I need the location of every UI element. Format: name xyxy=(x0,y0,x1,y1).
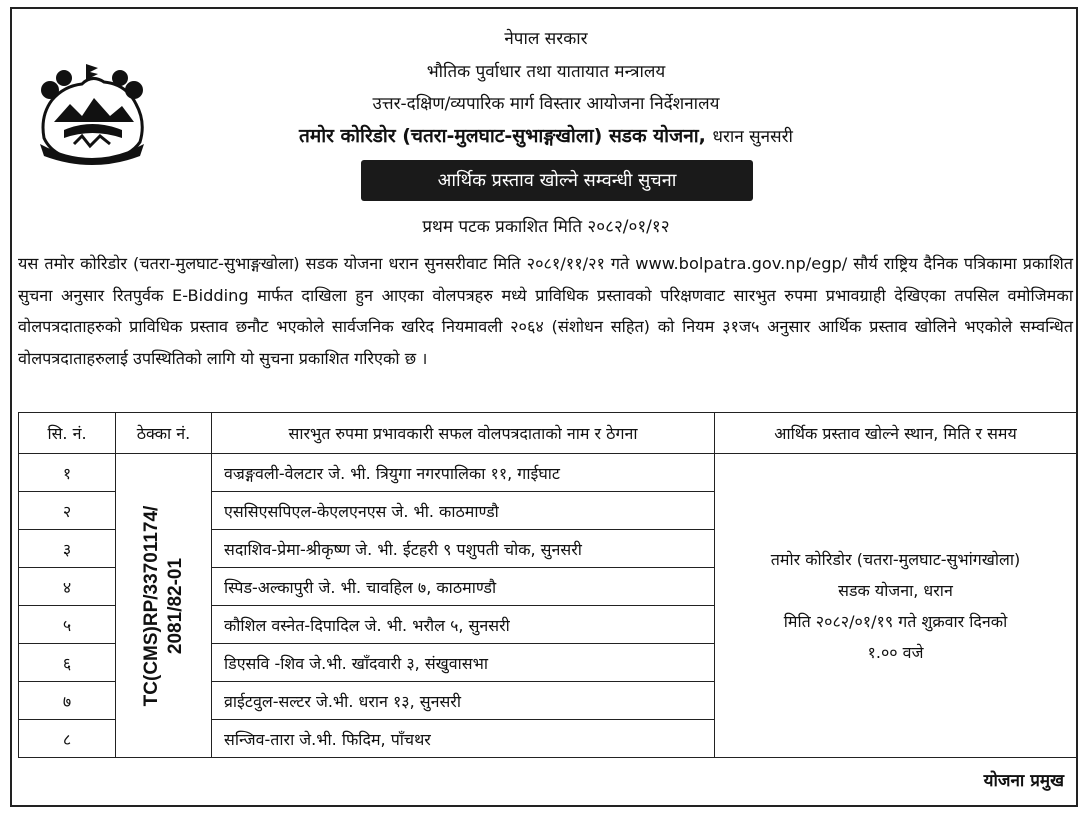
contract-number xyxy=(140,505,188,706)
row-sn: २ xyxy=(19,492,116,530)
publication-date: प्रथम पटक प्रकाशित मिति २०८२/०१/१२ xyxy=(422,217,670,237)
notice-title-banner: आर्थिक प्रस्ताव खोल्ने सम्वन्धी सुचना xyxy=(361,160,753,201)
notice-body: यस तमोर कोरिडोर (चतरा-मुलघाट-सुभाङ्गखोला) सडक योजना धरान सुनसरीवाट मिति २०८१/११/२१ गते www.bolpatra.gov.np/egp/ सौर्य राष्ट्रिय दैनिक पत्रिकामा प्रकाशित सुचना अनुसार रितपुर्वक E-Bidding मार्फत दाखिला हुन आएका वोलपत्रहरु मध्ये प्राविधिक प्रस्तावको परिक्षणवाट सारभुत रुपमा प्रभावग्राही देखिएका तपसिल वमोजिमका वोलपत्रदाताहरुको प्राविधिक प्रस्ताव छनौट भएकोले सार्वजनिक खरिद नियमावली २०६४ (संशोधन सहित) को नियम ३१ज५ अनुसार आर्थिक प्रस्ताव खोलिने भएकोले सम्वन्धित वोलपत्रदाताहरुलाई उपस्थितिको लागि यो सुचना प्रकाशित गरिएको छ । xyxy=(18,254,1073,368)
row-sn: ३ xyxy=(19,530,116,568)
table-row xyxy=(19,454,1077,492)
header-venue: आर्थिक प्रस्ताव खोल्ने स्थान, मिति र समय xyxy=(715,413,1077,454)
row-sn: ४ xyxy=(19,568,116,606)
row-bidder: एससिएसपिएल-केएलएनएस जे. भी. काठमाण्डौ xyxy=(212,492,715,530)
row-sn: ६ xyxy=(19,644,116,682)
row-bidder: डिएसवि -शिव जे.भी. खाँदवारी ३, संखुवासभा xyxy=(212,644,715,682)
project-title xyxy=(0,122,1092,148)
row-bidder: स्पिड-अल्कापुरी जे. भी. चावहिल ७, काठमाण्डौ xyxy=(212,568,715,606)
venue-line: तमोर कोरिडोर (चतरा-मुलघाट-सुभांगखोला) xyxy=(770,549,1021,569)
contract-number-cell xyxy=(116,454,212,758)
venue-cell xyxy=(715,454,1077,758)
directorate-name: उत्तर-दक्षिण/व्यपारिक मार्ग विस्तार आयोजना निर्देशनालय xyxy=(372,94,720,114)
row-sn: ५ xyxy=(19,606,116,644)
venue-line: १.०० वजे xyxy=(867,642,924,662)
header-bidder: सारभुत रुपमा प्रभावकारी सफल वोलपत्रदाताको नाम र ठेगना xyxy=(212,413,715,454)
row-bidder: वज्रङ्गवली-वेलटार जे. भी. त्रियुगा नगरपालिका ११, गाईघाट xyxy=(212,454,715,492)
venue-line: मिति २०८२/०१/१९ गते शुक्रवार दिनको xyxy=(783,611,1008,631)
header-sn: सि. नं. xyxy=(19,413,116,454)
row-sn: १ xyxy=(19,454,116,492)
row-sn: ७ xyxy=(19,682,116,720)
row-bidder: सदाशिव-प्रेमा-श्रीकृष्ण जे. भी. ईटहरी ९ पशुपती चोक, सुनसरी xyxy=(212,530,715,568)
table-header-row xyxy=(19,413,1077,454)
signatory-title: योजना प्रमुख xyxy=(983,771,1064,791)
row-bidder: सन्जिव-तारा जे.भी. फिदिम, पाँचथर xyxy=(212,720,715,758)
bidders-table xyxy=(18,412,1077,758)
contract-number-line2: 2081/82-01 xyxy=(164,557,186,654)
ministry-name: भौतिक पुर्वाधार तथा यातायात मन्त्रालय xyxy=(426,62,666,82)
venue-line: सडक योजना, धरान xyxy=(838,580,953,600)
row-sn: ८ xyxy=(19,720,116,758)
row-bidder: व्राईटवुल-सल्टर जे.भी. धरान १३, सुनसरी xyxy=(212,682,715,720)
government-name: नेपाल सरकार xyxy=(504,29,588,49)
header-contract: ठेक्का नं. xyxy=(116,413,212,454)
project-name: तमोर कोरिडोर (चतरा-मुलघाट-सुभाङ्गखोला) सडक योजना, xyxy=(299,125,706,147)
project-location: धरान सुनसरी xyxy=(712,127,793,147)
contract-number-line1: TC(CMS)RP/33701174/ xyxy=(140,505,162,706)
row-bidder: कौशिल वस्नेत-दिपादिल जे. भी. भरौल ५, सुनसरी xyxy=(212,606,715,644)
